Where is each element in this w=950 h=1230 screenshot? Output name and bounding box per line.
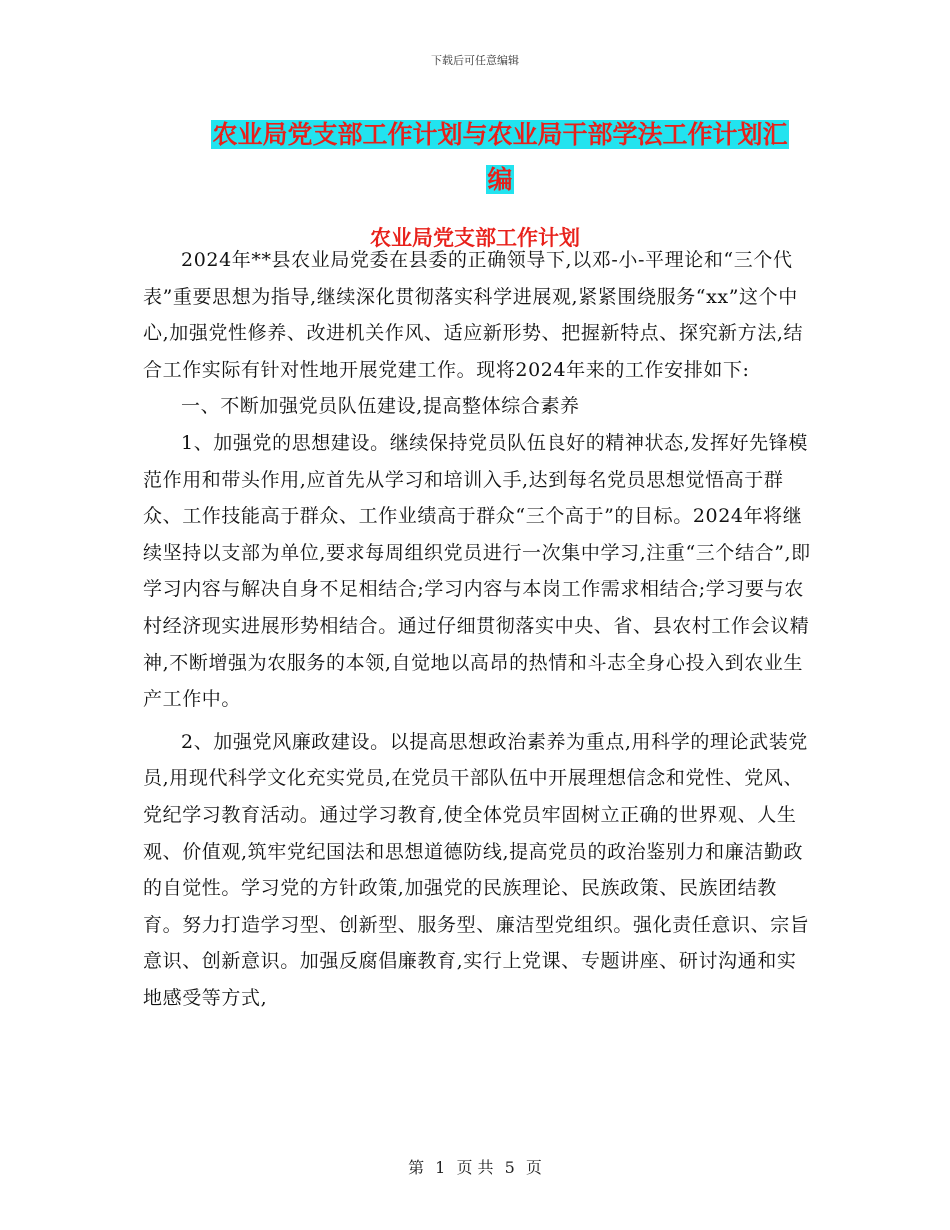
paragraph-heading-1: 一、不断加强党员队伍建设,提高整体综合素养 bbox=[181, 395, 580, 418]
footer-current-page: 1 bbox=[435, 1158, 446, 1177]
paragraph-item-1: 1、加强党的思想建设。继续保持党员队伍良好的精神状态,发挥好先锋模范作用和带头作用,应首先从学习和培训入手,达到每名党员思想觉悟高于群众、工作技能高于群众、工作业绩高于群众“三个高于”的目标。2024年将继续坚持以支部为单位,要求每周组织党员进行一次集中学习,注重“三个结合”,即学习内容与解决自身不足相结合;学习内容与本岗工作需求相结合;学习要与农村经济现实进展形势相结合。通过仔细贯彻落实中央、省、县农村工作会议精神,不断增强为农服务的本领,自觉地以高昂的热情和斗志全身心投入到农业生产工作中。 bbox=[143, 431, 811, 711]
header-note: 下载后可任意编辑 bbox=[431, 54, 519, 67]
paragraph-intro: 2024年**县农业局党委在县委的正确领导下,以邓-小-平理论和“三个代表”重要思想为指导,继续深化贯彻落实科学进展观,紧紧围绕服务“xx”这个中心,加强党性修养、改进机关作风、适应新形势、把握新特点、探究新方法,结合工作实际有针对性地开展党建工作。现将2024年来的工作安排如下: bbox=[143, 249, 804, 381]
footer-suffix: 页 bbox=[525, 1158, 542, 1177]
document-title-line2: 编 bbox=[487, 165, 513, 194]
document-body bbox=[143, 242, 815, 1016]
paragraph-item-2: 2、加强党风廉政建设。以提高思想政治素养为重点,用科学的理论武装党员,用现代科学文化充实党员,在党员干部队伍中开展理想信念和党性、党风、党纪学习教育活动。通过学习教育,使全体党员牢固树立正确的世界观、人生观、价值观,筑牢党纪国法和思想道德防线,提高党员的政治鉴别力和廉洁勤政的自觉性。学习党的方针政策,加强党的民族理论、民族政策、民族团结教育。努力打造学习型、创新型、服务型、廉洁型党组织。强化责任意识、宗旨意识、创新意识。加强反腐倡廉教育,实行上党课、专题讲座、研讨沟通和实地感受等方式, bbox=[143, 730, 810, 1009]
section-title: 农业局党支部工作计划 bbox=[370, 225, 580, 250]
document-title-line1: 农业局党支部工作计划与农业局干部学法工作计划汇 bbox=[212, 120, 788, 149]
footer-prefix: 第 bbox=[408, 1158, 425, 1177]
footer-mid: 页 共 bbox=[456, 1158, 494, 1177]
page-footer bbox=[0, 1155, 950, 1178]
document-title bbox=[180, 112, 820, 202]
footer-total-pages: 5 bbox=[504, 1158, 515, 1177]
